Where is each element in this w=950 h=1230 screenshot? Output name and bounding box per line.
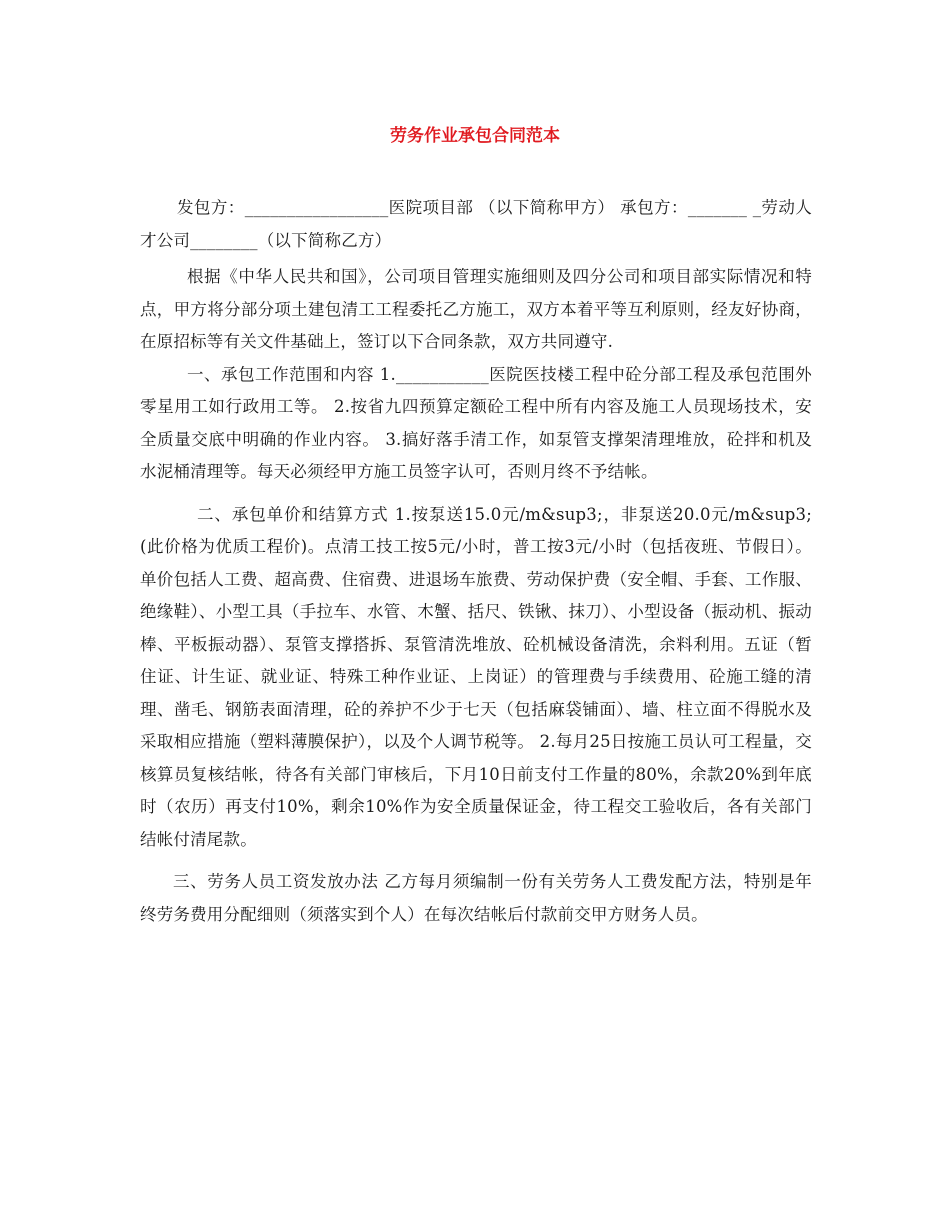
section-2-paragraph: 二、承包单价和结算方式 1.按泵送15.0元/m&sup3;，非泵送20.0元/m&sup3;(此价格为优质工程价)。点清工技工按5元/小时，普工按3元/小时（包括夜班、节假日）。单价包括人工费、超高费、住宿费、进退场车旅费、劳动保护费（安全帽、手套、工作服、绝缘鞋）、小型工具（手拉车、水管、木蟹、括尺、铁锹、抹刀）、小型设备（振动机、振动棒、平板振动器）、泵管支撑搭拆、泵管清洗堆放、砼机械设备清洗，余料利用。五证（暂住证、计生证、就业证、特殊工种作业证、上岗证）的管理费与手续费用、砼施工缝的清理、凿毛、钢筋表面清理，砼的养护不少于七天（包括麻袋铺面）、墙、柱立面不得脱水及采取相应措施（塑料薄膜保护），以及个人调节税等。 2.每月25日按施工员认可工程量，交核算员复核结帐，待各有关部门审核后，下月10日前支付工作量的80%，余款20%到年底时（农历）再支付10%，剩余10%作为安全质量保证金，待工程交工验收后，各有关部门结帐付清尾款。 bbox=[140, 504, 812, 849]
section-1-paragraph: 一、承包工作范围和内容 1.___________医院医技楼工程中砼分部工程及承包范围外零星用工如行政用工等。 2.按省九四预算定额砼工程中所有内容及施工人员现场技术，安全质量交底中明确的作业内容。 3.搞好落手清工作，如泵管支撑架清理堆放，砼拌和机及水泥桶清理等。每天必须经甲方施工员签字认可，否则月终不予结帐。 bbox=[140, 364, 812, 481]
document-body bbox=[140, 192, 812, 931]
document-title: 劳务作业承包合同范本 bbox=[390, 126, 560, 146]
parties-paragraph: 发包方：_________________医院项目部 （以下简称甲方） 承包方：_______ _劳动人才公司________（以下简称乙方） bbox=[140, 198, 812, 250]
section-3-paragraph: 三、劳务人员工资发放办法 乙方每月须编制一份有关劳务人工费发配方法，特别是年终劳务费用分配细则（须落实到个人）在每次结帐后付款前交甲方财务人员。 bbox=[140, 872, 812, 924]
preamble-paragraph: 根据《中华人民共和国》，公司项目管理实施细则及四分公司和项目部实际情况和特点，甲方将分部分项土建包清工工程委托乙方施工，双方本着平等互利原则，经友好协商，在原招标等有关文件基础上，签订以下合同条款，双方共同遵守. bbox=[140, 267, 812, 351]
